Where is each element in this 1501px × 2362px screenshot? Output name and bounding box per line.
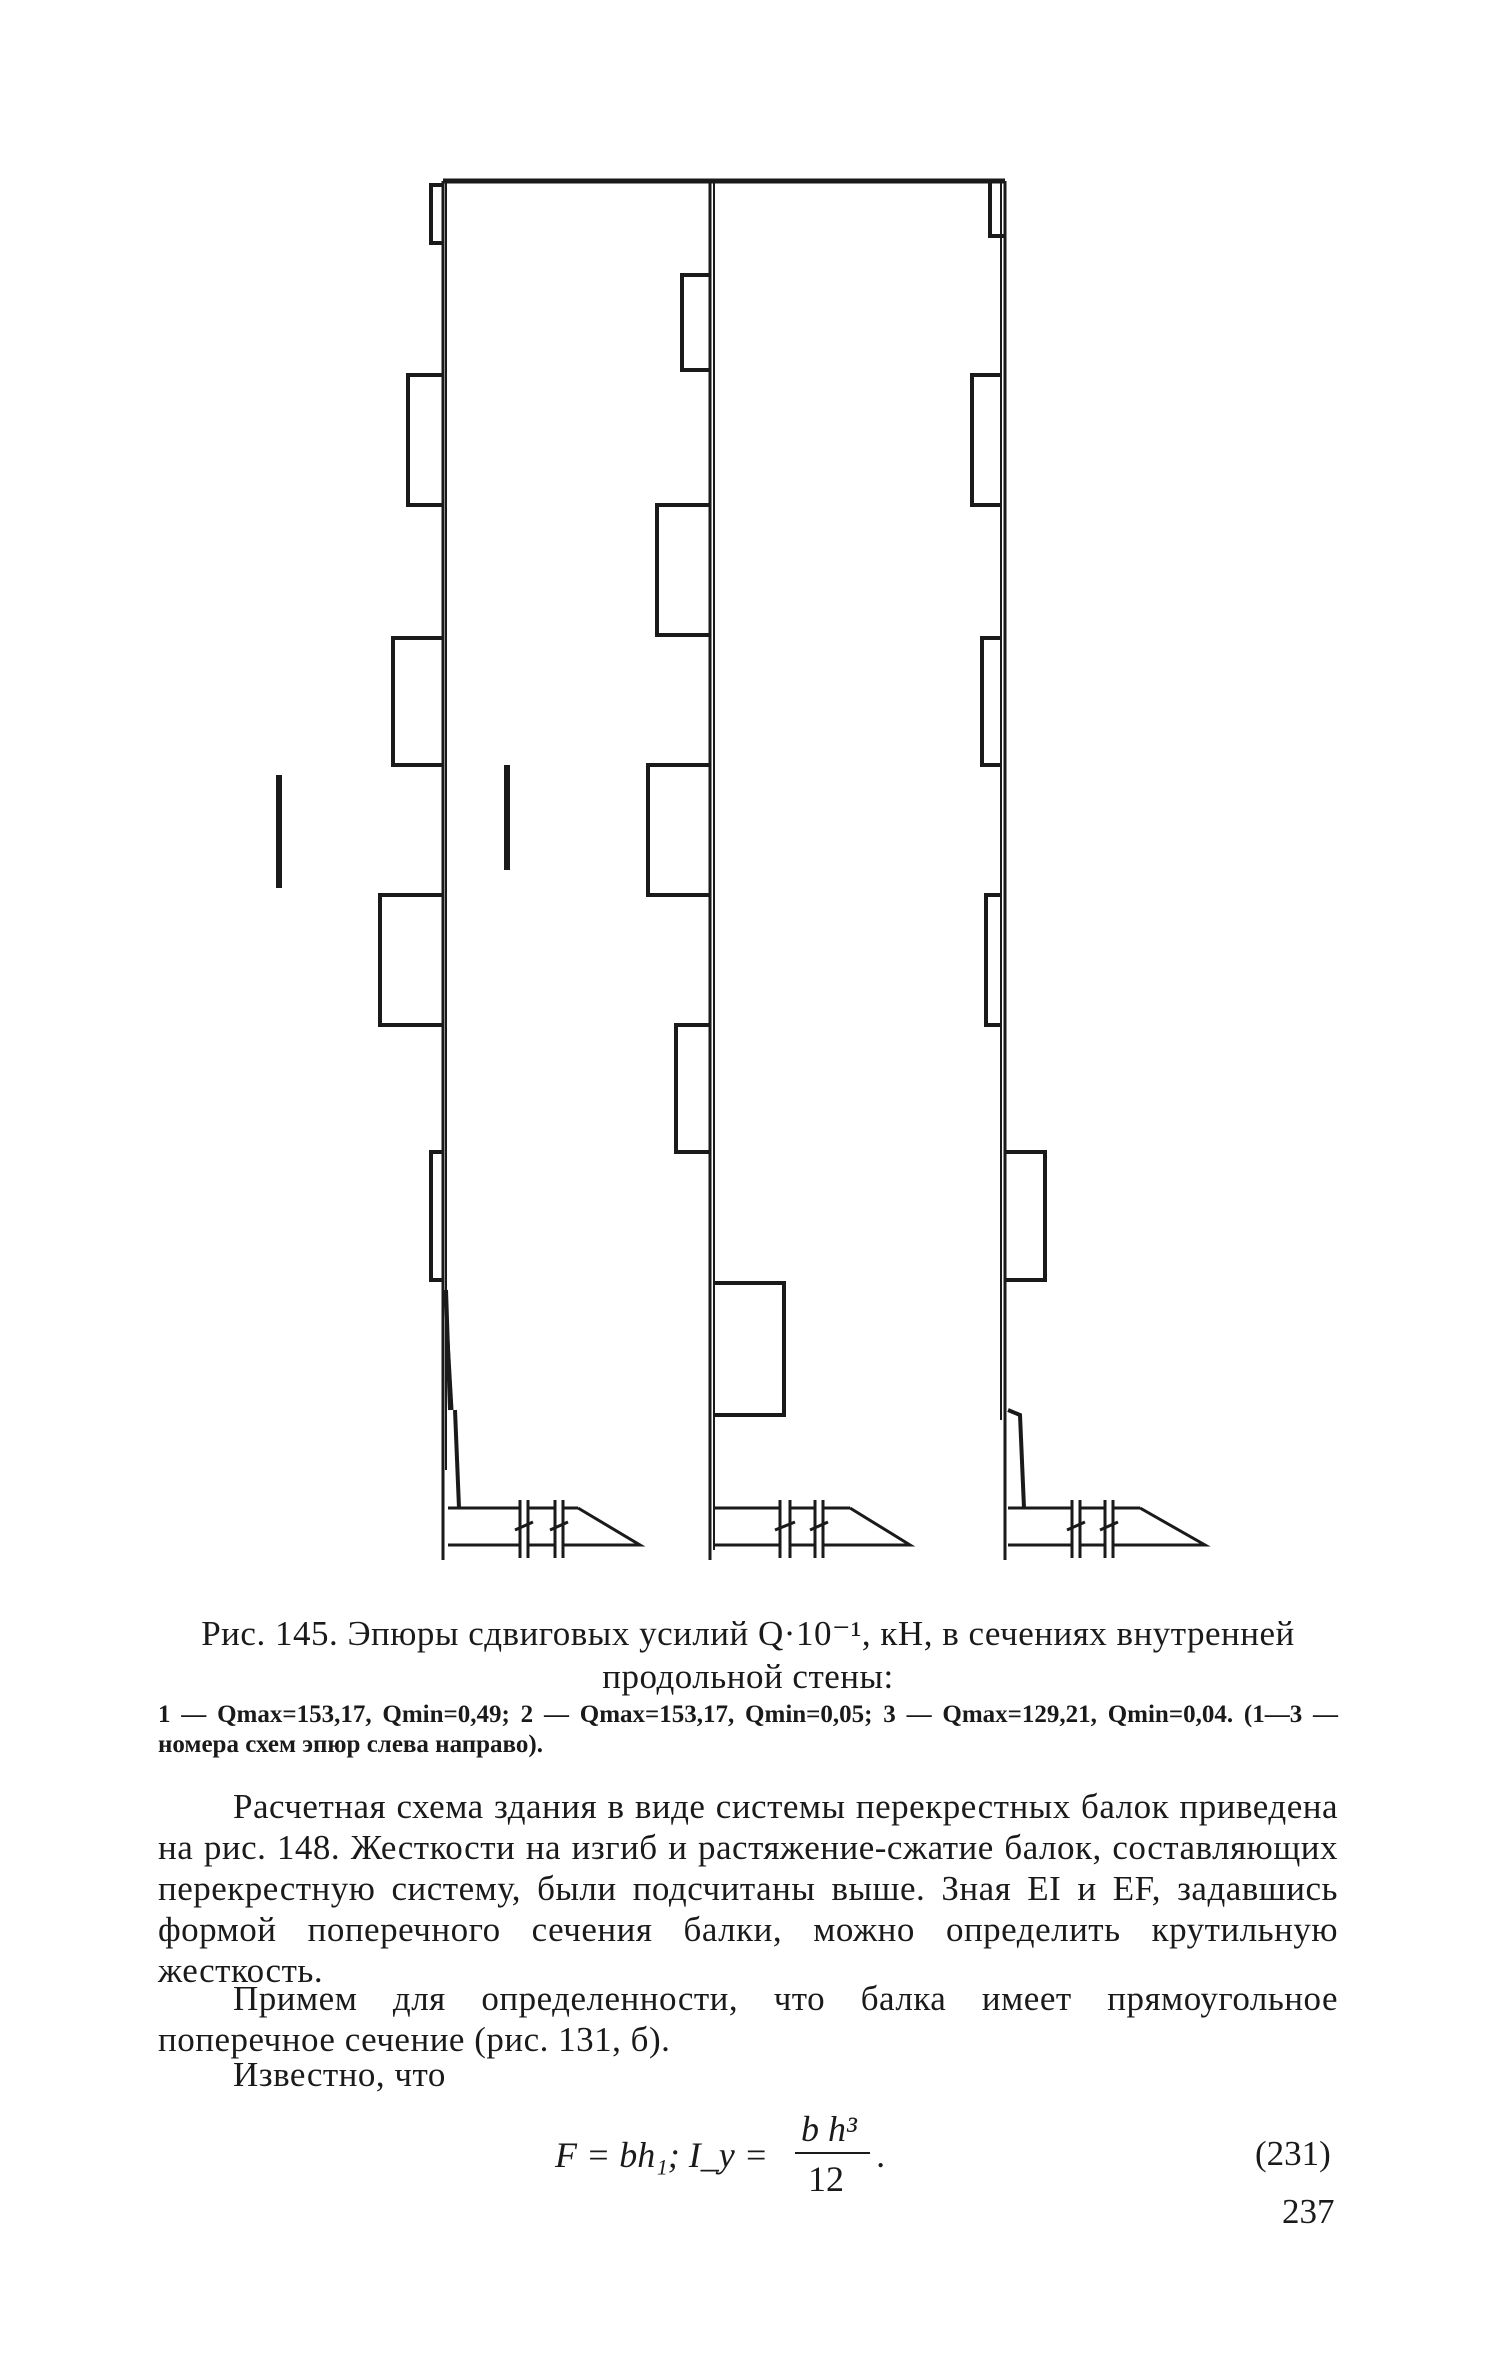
diagram-1-foundation	[448, 1500, 640, 1558]
paragraph-1: Расчетная схема здания в виде системы перекрестных балок приведена на рис. 148. Жесткости на изгиб и растяжение-сжатие балок, составляющих перекрестную систему, были подсчитаны выше. Зная EI и EF, задавшись формой поперечного сечения балки, можно определить крутильную жесткость.	[158, 1787, 1338, 1990]
figure-caption-title: Рис. 145. Эпюры сдвиговых усилий Q·10⁻¹, кН, в сечениях внутренней продольной стены:	[201, 1614, 1295, 1696]
diagram-3	[972, 181, 1205, 1560]
formula-trailing: .	[877, 2135, 886, 2175]
figure-caption-legend: 1 — Qmax=153,17, Qmin=0,49; 2 — Qmax=153,17, Qmin=0,05; 3 — Qmax=129,21, Qmin=0,04. (1—3 — номера схем эпюр слева направо).	[158, 1701, 1338, 1758]
page-number: 237	[1282, 2192, 1335, 2231]
paragraph-3: Известно, что	[233, 2055, 446, 2094]
formula-main: F = bh₁; I_y =	[555, 2135, 769, 2175]
equation-number: (231)	[1255, 2134, 1331, 2173]
formula-denominator: 12	[808, 2159, 844, 2199]
diagram-1-load-blocks	[380, 185, 443, 1280]
diagram-3-load-blocks	[972, 181, 1045, 1280]
diagram-2-load-blocks	[648, 275, 784, 1415]
formula-fraction-bar	[795, 2152, 870, 2154]
formula-numerator: b h³	[801, 2109, 857, 2149]
diagram-3-foundation	[1008, 1500, 1205, 1558]
paragraph-2: Примем для определенности, что балка имеет прямоугольное поперечное сечение (рис. 131, б).	[158, 1979, 1338, 2059]
diagram-1	[380, 181, 640, 1560]
diagram-2-foundation	[714, 1500, 910, 1558]
diagram-2	[648, 181, 910, 1560]
formula-231	[555, 2108, 1075, 2199]
